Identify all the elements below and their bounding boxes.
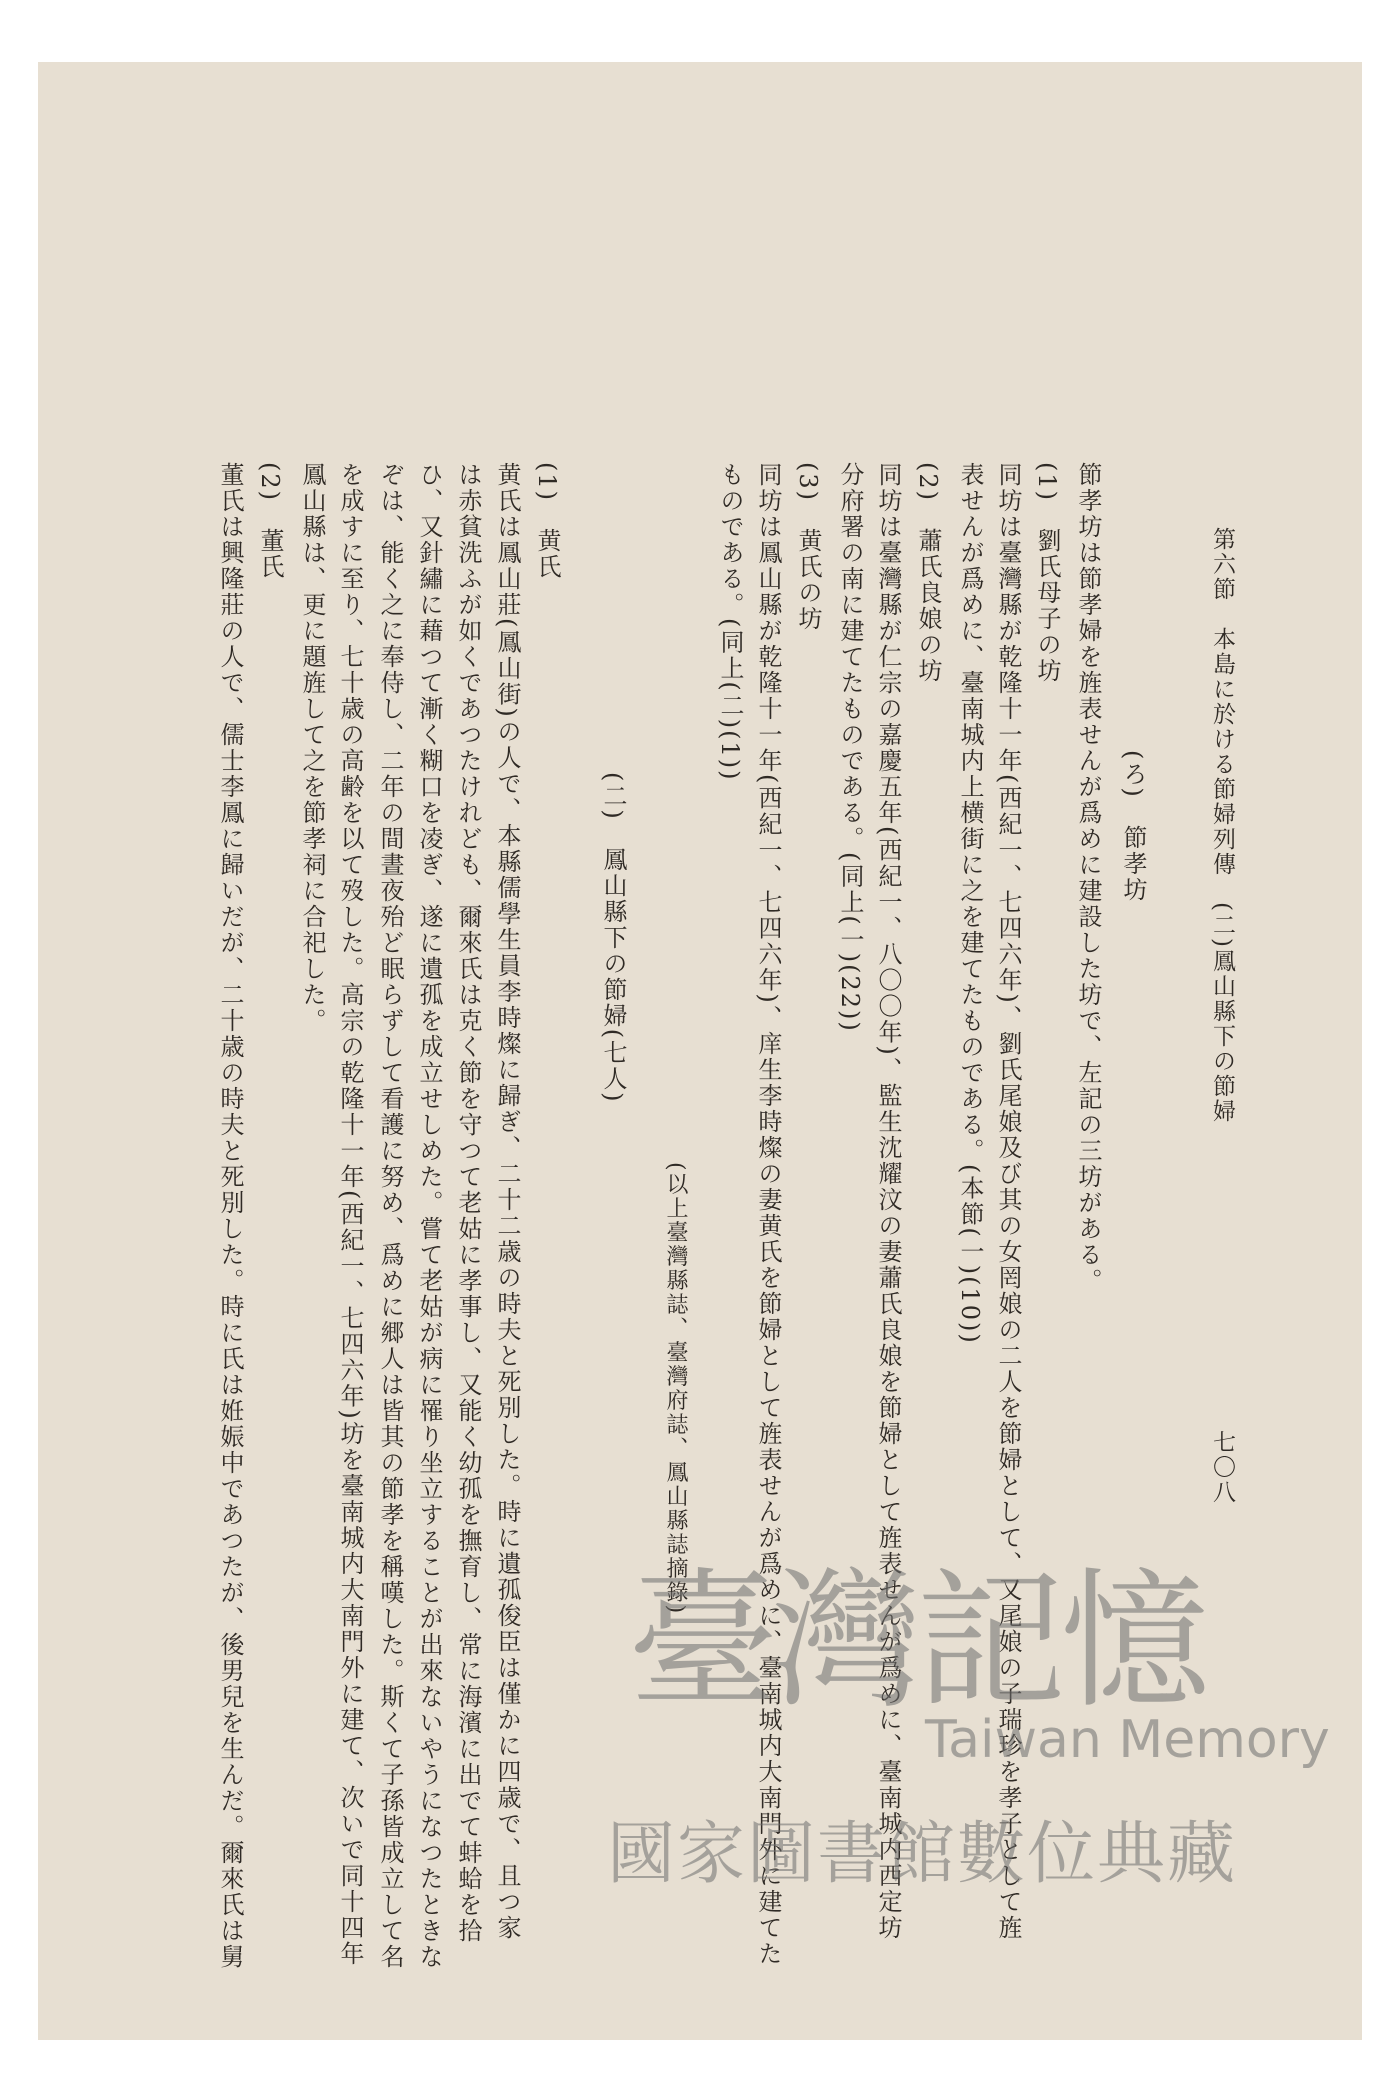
p2-title: (2) 董氏 bbox=[256, 462, 284, 580]
watermark-library: 國家圖書館數位典藏 bbox=[607, 1815, 1238, 1894]
p1-line: ぞは、能く之に奉侍し、二年の間晝夜殆ど眠らずして看護に努め、爲めに郷人は皆其の節孝を稱嘆した。斯くて子孫皆成立して名 bbox=[376, 462, 404, 1970]
item2-title: (2) 蕭氏良娘の坊 bbox=[914, 462, 942, 684]
section-heading-ro: (ろ) 節孝坊 bbox=[1119, 750, 1147, 903]
section-intro: 節孝坊は節孝婦を旌表せんが爲めに建設した坊で、左記の三坊がある。 bbox=[1074, 462, 1102, 1294]
section-heading-2: (二) 鳳山縣下の節婦(七人) bbox=[599, 772, 627, 1104]
p1-line: は赤貧洗ふが如くであつたけれども、爾來氏は克く節を守つて老姑に孝事し、又能く幼孤を撫育し、常に海濱に出でて蚌蛤を拾 bbox=[454, 462, 482, 1944]
item3-line2: ものである。(同上(二)(1)) bbox=[716, 462, 744, 782]
watermark-logo: 臺灣記憶 bbox=[628, 1555, 1205, 1729]
source-note: (以上臺灣縣誌、臺灣府誌、鳳山縣誌摘錄) bbox=[663, 1162, 688, 1616]
watermark-english: Taiwan Memory bbox=[925, 1710, 1330, 1770]
p1-line: 鳳山縣は、更に題旌して之を節孝祠に合祀した。 bbox=[298, 462, 326, 1034]
item2-line2: 分府署の南に建てたものである。(同上(一)(22)) bbox=[836, 462, 864, 1033]
p2-line: 董氏は興隆莊の人で、儒士李鳳に歸いだが、二十歳の時夫と死別した。時に氏は姙娠中であつたが、後男兒を生んだ。爾來氏は舅 bbox=[216, 462, 244, 1970]
item2-line1: 同坊は臺灣縣が仁宗の嘉慶五年(西紀一、八〇〇年)、監生沈耀汶の妻蕭氏良娘を節婦として旌表せんが爲めに、臺南城内西定坊 bbox=[874, 462, 902, 1941]
p1-line: 黄氏は鳳山莊(鳳山街)の人で、本縣儒學生員李時燦に歸ぎ、二十二歳の時夫と死別した。時に遺孤俊臣は僅かに四歳で、且つ家 bbox=[493, 462, 521, 1941]
running-header: 第六節 本島に於ける節婦列傳 (二)鳳山縣下の節婦 bbox=[1209, 527, 1235, 1124]
item3-line1: 同坊は鳳山縣が乾隆十一年(西紀一、七四六年)、庠生李時燦の妻黄氏を節婦として旌表せんが爲めに、臺南城内大南門外に建てた bbox=[754, 462, 782, 1967]
p1-line: ひ、又針繡に藉つて漸く糊口を凌ぎ、遂に遺孤を成立せしめた。嘗て老姑が病に罹り坐立することが出來ないやうになつたときな bbox=[415, 462, 443, 1970]
p1-line: を成すに至り、七十歳の高齢を以て歿した。高宗の乾隆十一年(西紀一、七四六年)坊を臺南城内大南門外に建て、次いで同十四年 bbox=[336, 462, 364, 1967]
item1-title: (1) 劉氏母子の坊 bbox=[1033, 462, 1061, 684]
item1-line1: 同坊は臺灣縣が乾隆十一年(西紀一、七四六年)、劉氏尾娘及び其の女罔娘の二人を節婦として、又尾娘の子瑞珍を孝子として旌 bbox=[994, 462, 1022, 1941]
page-number: 七〇八 bbox=[1209, 1430, 1235, 1505]
item3-title: (3) 黄氏の坊 bbox=[794, 462, 822, 632]
item1-line2: 表せんが爲めに、臺南城内上横街に之を建てたものである。(本節(一)(10)) bbox=[956, 462, 984, 1345]
p1-title: (1) 黄氏 bbox=[533, 462, 561, 580]
